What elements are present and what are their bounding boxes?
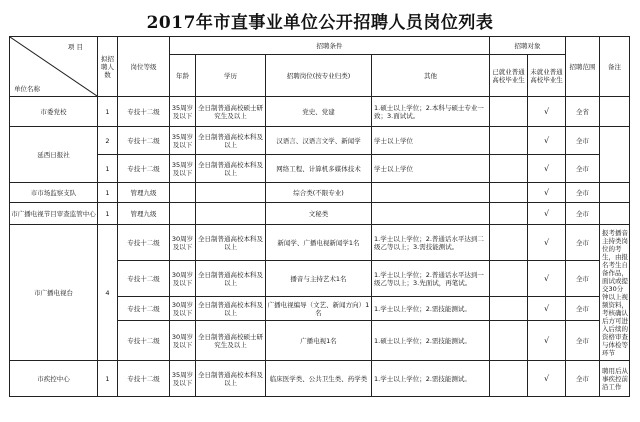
level-cell: 专技十二级 [118,127,170,155]
header-major: 招聘岗位(按专业归类) [266,55,372,97]
education-cell: 全日制普通高校本科及以上 [196,297,266,321]
level-cell: 专技十二级 [118,321,170,361]
age-cell: 30周岁及以下 [170,321,196,361]
unemployed-cell: √ [528,321,566,361]
table-row [10,127,630,155]
header-age: 年龄 [170,55,196,97]
scope-cell: 全省 [566,97,600,127]
level-cell: 专技十二级 [118,97,170,127]
major-cell: 文秘类 [266,203,372,225]
remark-cell [600,127,630,183]
education-cell [196,203,266,225]
employed-cell [490,155,528,183]
header-conditions: 招聘条件 [170,37,490,55]
header-target: 招聘对象 [490,37,566,55]
other-cell: 1.学士以上学位；2.需技能测试。 [372,361,490,397]
table-row [10,361,630,397]
education-cell: 全日制普通高校本科及以上 [196,155,266,183]
education-cell [196,183,266,203]
scope-cell: 全市 [566,127,600,155]
major-cell: 网络工程、计算机多媒体技术 [266,155,372,183]
major-cell: 播音与主持艺术1名 [266,261,372,297]
count-cell: 1 [98,361,118,397]
other-cell: 1.学士以上学位；2.需技能测试。 [372,297,490,321]
major-cell: 党史、党建 [266,97,372,127]
unemployed-cell: √ [528,97,566,127]
scope-cell: 全市 [566,261,600,297]
scope-cell: 全市 [566,361,600,397]
remark-cell: 聘用后从事疾控前沿工作 [600,361,630,397]
scope-cell: 全市 [566,297,600,321]
scope-cell: 全市 [566,225,600,261]
education-cell: 全日制普通高校本科及以上 [196,361,266,397]
unit-name: 市疾控中心 [10,361,98,397]
unemployed-cell: √ [528,183,566,203]
page-title: 2017年市直事业单位公开招聘人员岗位列表 [146,13,494,33]
scope-cell: 全市 [566,203,600,225]
level-cell: 专技十二级 [118,261,170,297]
table-row [10,97,630,127]
major-cell: 新闻学、广播电视新闻学1名 [266,225,372,261]
remark-cell [600,97,630,127]
level-cell: 管理九级 [118,183,170,203]
age-cell [170,183,196,203]
count-cell: 2 [98,127,118,155]
education-cell: 全日制普通高校硕士研究生及以上 [196,97,266,127]
age-cell: 35周岁及以下 [170,155,196,183]
header-count: 拟招聘人数 [98,37,118,97]
header-other: 其他 [372,55,490,97]
employed-cell [490,321,528,361]
unemployed-cell: √ [528,203,566,225]
remark-cell [600,183,630,203]
scope-cell: 全市 [566,155,600,183]
level-cell: 专技十二级 [118,155,170,183]
major-cell: 广播电视编导（文艺、新闻方向）1名 [266,297,372,321]
level-cell: 专技十二级 [118,225,170,261]
education-cell: 全日制普通高校本科及以上 [196,225,266,261]
unit-name: 市广播电视台 [10,225,98,361]
employed-cell [490,225,528,261]
header-scope: 招聘范围 [566,37,600,97]
employed-cell [490,203,528,225]
employed-cell [490,183,528,203]
major-cell: 临床医学类、公共卫生类、药学类 [266,361,372,397]
other-cell: 1.学士以上学位；2.普通话水平达到一级乙等以上；3.先面试，再笔试。 [372,261,490,297]
age-cell: 35周岁及以下 [170,361,196,397]
table-row [10,225,630,261]
age-cell [170,203,196,225]
remark-cell [600,203,630,225]
corner-bottom-label: 单位名称 [14,85,40,93]
other-cell: 1.硕士以上学位；2.需技能测试。 [372,321,490,361]
age-cell: 35周岁及以下 [170,127,196,155]
other-cell [372,183,490,203]
corner-header-cell [10,37,98,97]
other-cell [372,203,490,225]
count-cell: 4 [98,225,118,361]
age-cell: 35周岁及以下 [170,97,196,127]
age-cell: 30周岁及以下 [170,261,196,297]
unit-name: 市委党校 [10,97,98,127]
age-cell: 30周岁及以下 [170,225,196,261]
level-cell: 专技十二级 [118,361,170,397]
count-cell: 1 [98,183,118,203]
corner-top-label: 项 目 [67,43,83,51]
major-cell: 汉语言、汉语言文学、新闻学 [266,127,372,155]
header-target-employed: 已就业普通高校毕业生 [490,55,528,97]
unit-name: 市市场监察支队 [10,183,98,203]
header-level: 岗位等级 [118,37,170,97]
unemployed-cell: √ [528,225,566,261]
table-row [10,203,630,225]
employed-cell [490,297,528,321]
employed-cell [490,97,528,127]
age-cell: 30周岁及以下 [170,297,196,321]
positions-table [9,36,630,397]
other-cell: 1.学士以上学位；2.普通话水平达到二级乙等以上；3.需技能测试。 [372,225,490,261]
major-cell: 综合类(不限专业) [266,183,372,203]
table-row [10,183,630,203]
level-cell: 专技十二级 [118,297,170,321]
major-cell: 广播电视1名 [266,321,372,361]
employed-cell [490,261,528,297]
count-cell: 1 [98,203,118,225]
unemployed-cell: √ [528,261,566,297]
other-cell: 学士以上学位 [372,127,490,155]
unemployed-cell: √ [528,361,566,397]
employed-cell [490,127,528,155]
table-row [10,155,630,183]
level-cell: 管理九级 [118,203,170,225]
unemployed-cell: √ [528,155,566,183]
scope-cell: 全市 [566,321,600,361]
education-cell: 全日制普通高校硕士研究生及以上 [196,321,266,361]
unemployed-cell: √ [528,127,566,155]
header-remark: 备注 [600,37,630,97]
remark-cell: 报考播音主持类岗位的考生，由报名考生自备作品，面试或提交30分钟以上视频资料，考核确认后方可进入后续的资格审查与体检等环节 [600,225,630,361]
employed-cell [490,361,528,397]
other-cell: 学士以上学位 [372,155,490,183]
scope-cell: 全市 [566,183,600,203]
unit-name: 市广播电视节目审查监管中心 [10,203,98,225]
education-cell: 全日制普通高校本科及以上 [196,261,266,297]
count-cell: 1 [98,97,118,127]
header-education: 学历 [196,55,266,97]
education-cell: 全日制普通高校本科及以上 [196,127,266,155]
unit-name: 延西日报社 [10,127,98,183]
header-target-unemployed: 未就业普通高校毕业生 [528,55,566,97]
count-cell: 1 [98,155,118,183]
other-cell: 1.硕士以上学位；2.本科与硕士专业一致；3.面试试。 [372,97,490,127]
unemployed-cell: √ [528,297,566,321]
